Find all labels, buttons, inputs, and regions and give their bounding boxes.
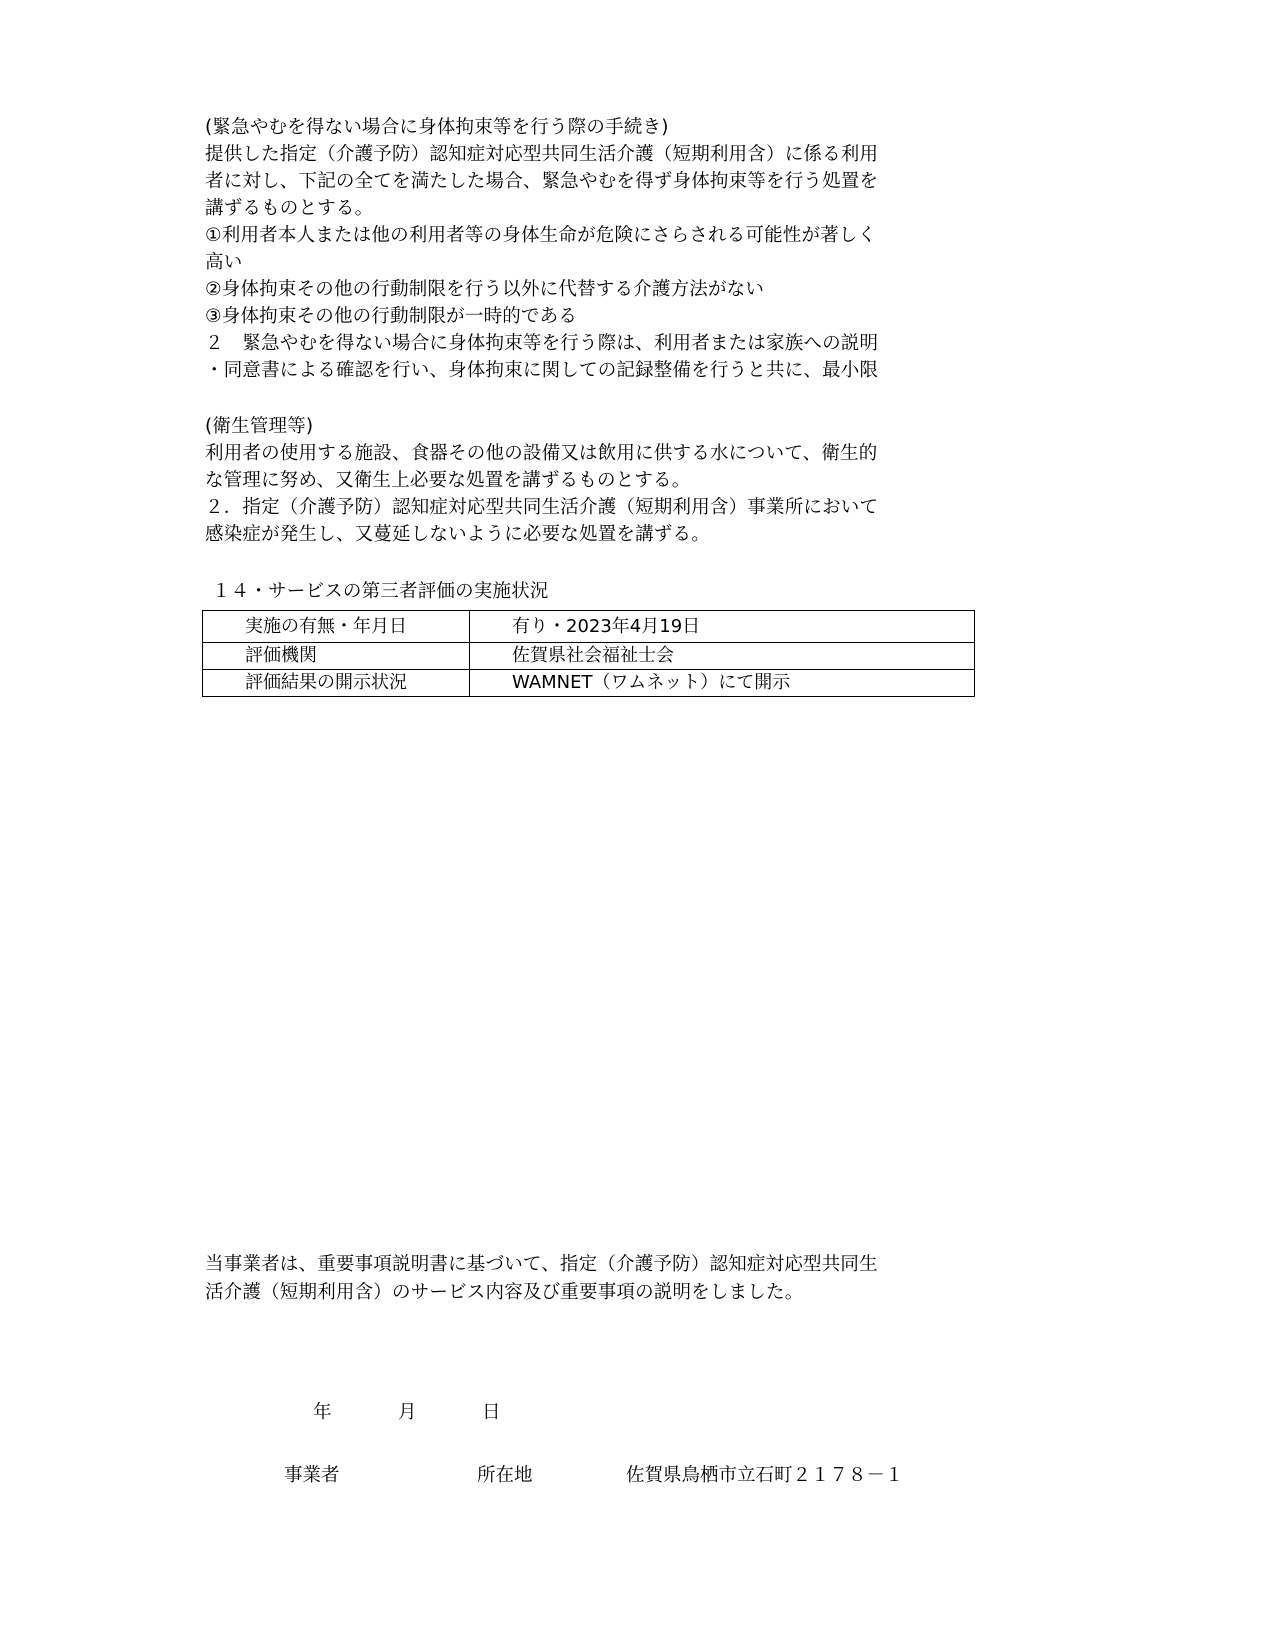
evaluation-value: WAMNET（ワムネット）にて開示 <box>470 670 975 697</box>
restraint-line-2: 者に対し、下記の全てを満たした場合、緊急やむを得ず身体拘束等を行う処置を <box>205 171 879 192</box>
operator-address: 佐賀県鳥栖市立石町２１７８－１ <box>626 1465 904 1486</box>
table-row <box>203 670 975 697</box>
date-day-label: 日 <box>482 1402 501 1423</box>
restraint-line-8: ２ 緊急やむを得ない場合に身体拘束等を行う際は、利用者または家族への説明 <box>205 333 879 354</box>
date-year-label: 年 <box>313 1402 332 1423</box>
hygiene-line-2: な管理に努め、又衛生上必要な処置を講ずるものとする。 <box>205 470 691 491</box>
hygiene-line-1: 利用者の使用する施設、食器その他の設備又は飲用に供する水について、衛生的 <box>205 443 878 464</box>
restraint-line-6: ②身体拘束その他の行動制限を行う以外に代替する介護方法がない <box>205 279 765 300</box>
operator-label: 事業者 <box>284 1465 340 1486</box>
restraint-line-3: 講ずるものとする。 <box>205 198 374 219</box>
table-row <box>203 611 975 643</box>
evaluation-label: 実施の有無・年月日 <box>203 611 470 643</box>
table-row <box>203 643 975 670</box>
evaluation-label: 評価結果の開示状況 <box>203 670 470 697</box>
restraint-line-4: ①利用者本人または他の利用者等の身体生命が危険にさらされる可能性が著しく <box>205 225 877 246</box>
restraint-line-9: ・同意書による確認を行い、身体拘束に関しての記録整備を行うと共に、最小限 <box>205 360 879 381</box>
evaluation-heading: １４・サービスの第三者評価の実施状況 <box>212 581 549 602</box>
restraint-line-1: 提供した指定（介護予防）認知症対応型共同生活介護（短期利用含）に係る利用 <box>205 144 879 165</box>
evaluation-value: 有り・2023年4月19日 <box>470 611 975 643</box>
date-month-label: 月 <box>398 1402 417 1423</box>
evaluation-label: 評価機関 <box>203 643 470 670</box>
restraint-line-5: 高い <box>205 252 243 273</box>
statement-line-2: 活介護（短期利用含）のサービス内容及び重要事項の説明をしました。 <box>205 1282 804 1303</box>
location-label: 所在地 <box>477 1465 533 1486</box>
hygiene-line-3: ２．指定（介護予防）認知症対応型共同生活介護（短期利用含）事業所において <box>205 497 879 518</box>
evaluation-value: 佐賀県社会福祉士会 <box>470 643 975 670</box>
statement-line-1: 当事業者は、重要事項説明書に基づいて、指定（介護予防）認知症対応型共同生 <box>205 1254 878 1275</box>
restraint-heading: (緊急やむを得ない場合に身体拘束等を行う際の手続き) <box>205 117 669 138</box>
restraint-line-7: ③身体拘束その他の行動制限が一時的である <box>205 306 578 327</box>
hygiene-heading: (衛生管理等) <box>205 416 314 437</box>
evaluation-table <box>202 610 975 697</box>
hygiene-line-4: 感染症が発生し、又蔓延しないように必要な処置を講ずる。 <box>205 524 710 545</box>
